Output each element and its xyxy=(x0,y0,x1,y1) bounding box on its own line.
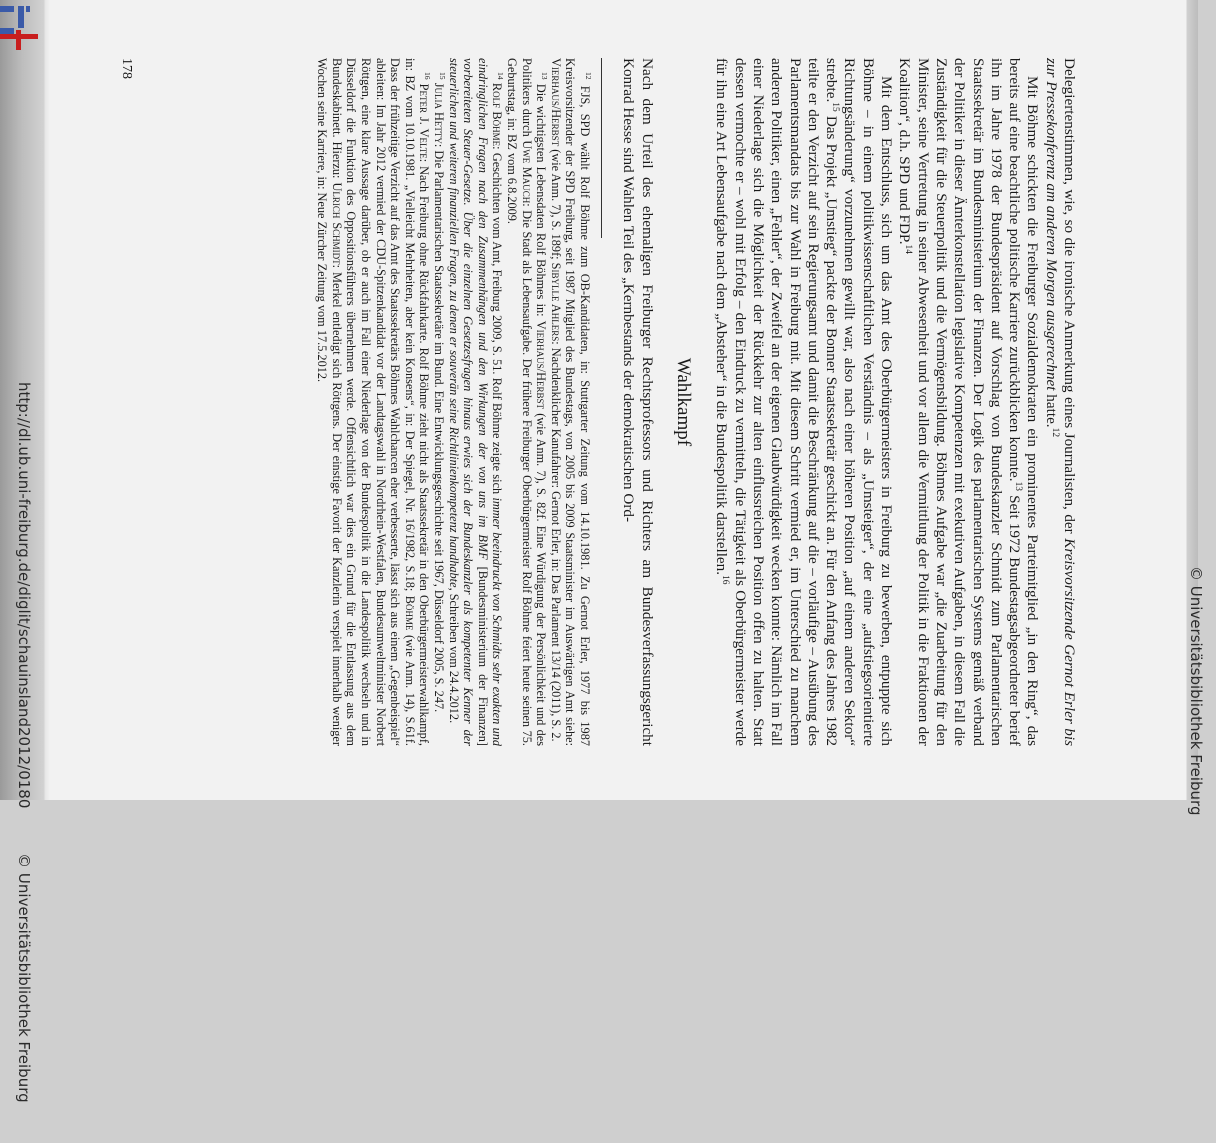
paragraph-3: Mit dem Entschluss, sich um das Amt des Oberbürgermeisters in Freiburg zu bewerben, entpuppte sich Böhme – in einem politikwissenschaftlichen Verständnis – als „Umsteiger“, der eine „aufstiegsorientierte Richtungsänderung“ vorzunehmen gewillt war, also nach einer höheren Position „auf einem anderen Sektor“ strebte.$^{15}$ Das Projekt „Umstieg“ packte der Bonner Staatssekretär geschickt an. Für den Anfang des Jahres 1982 teilte er den Verzicht auf sein Regierungsamt und damit die Beschränkung auf die – vorläufige – Ausübung des Parlamentsmandats bis zur Wahl in Freiburg mit. Mit diesem Schritt vermied er, im Unterschied zu manchem anderen Politiker, einen „Fehler“, der Zweifel an der eigenen Glaubwürdigkeit wecken konnte: Nämlich im Fall einer Niederlage sich die Möglichkeit der Rückkehr zur alten einflussreichen Position offen zu halten. Statt dessen vermochte er – wohl mit Erfolg – den Eindruck zu vermitteln, die Tätigkeit als Oberbürgermeister werde für ihn eine Art Lebensaufgabe nach dem „Absteher“ in die Bundespolitik darstellen.$^{16}$ xyxy=(713,58,896,746)
footnotes xyxy=(315,58,592,746)
copyright-notice: © Universitätsbibliothek Freiburg xyxy=(15,853,33,1103)
footnote-13: $^{13}$ Die wichtigsten Lebensdaten Rolf Böhmes in: Vierhaus/Herbst (wie Anm. 7), S. 82f. Eine Würdigung der Persönlichkeit und des Politikers durch Uwe Mauch: Die Stadt als Lebensaufgabe. Der frühere Freiburger Oberbürgermeister Rolf Böhme feiert heute seinen 75. Geburtstag, in: BZ vom 6.8.2009. xyxy=(505,58,550,746)
footnote-14: $^{14}$ Rolf Böhme: Geschichten vom Amt, Freiburg 2009, S. 51. Rolf Böhme zeigte sich immer beeindruckt von Schmidts sehr exakten und eindringlichen Fragen nach den Zusammenhängen und den Wirkungen der von uns im BMF [Bundesministerium der Finanzen] vorbereiteten Steuer-Gesetze. Über die einzelnen Gesetzesfragen hinaus erwies sich der Bundeskanzler als kompetenter Kenner der steuerlichen und weiteren finanziellen Fragen, zu denen er souverän seine Richtlinienkompetenz handhabte, Schreiben vom 24.4.2012. xyxy=(446,58,506,747)
section-heading: Wahlkampf xyxy=(673,357,695,447)
footnote-16: $^{16}$ Peter J. Velte: Nach Freiburg ohne Rückfahrkarte. Rolf Böhme zieht nicht als Staatssekretär in den Oberbürgermeisterwahlkampf, in: BZ vom 10.10.1981. „Vielleicht Mehrheiten, aber kein Konsens“, in: Der Spiegel, Nr. 16/1982, S.18; Böhme (wie Anm. 14), S.61f. Dass der frühzeitige Verzicht auf das Amt des Staatssekretärs Böhmes Wahlchancen eher verbesserte, lässt sich aus einem „Gegenbeispiel“ ableiten: Im Jahr 2012 vermied der CDU-Spitzenkandidat vor der Landtagswahl in Nordrhein-Westfalen, Bundesumweltminister Norbert Röttgen, eine klare Aussage darüber, ob er auch im Fall einer Niederlage von der Bundespolitik in die Landespolitik wechseln und in Düsseldorf die Funktion des Oppositionsführers übernehmen werde. Offensichtlich war dies ein Grund für die Entlassung aus dem Bundeskabinett. Hierzu: Ulrich Schmidt: Merkel entledigt sich Röttgens. Der einstige Favorit der Kanzlerin verspielt innerhalb weniger Wochen seine Karriere, in: Neue Zürcher Zeitung vom 17.5.2012. xyxy=(315,58,433,747)
side-credit-strip xyxy=(4,0,44,1103)
paragraph-1: Delegiertenstimmen, wie, so die ironische Anmerkung eines Journalisten, der Kreisvorsitzende Gernot Erler bis zur Pressekonferenz am anderen Morgen ausgerechnet hatte.$^{12}$ xyxy=(1042,58,1078,746)
right-edge-strip xyxy=(1186,0,1205,816)
right-edge-copyright: © Universitätsbibliothek Freiburg xyxy=(1187,566,1205,816)
paragraph-4: Nach dem Urteil des ehemaligen Freiburger Rechtsprofessors und Richters am Bundesverfassungsgericht Konrad Hesse sind Wahlen Teil des „Kernbestands der demokratischen Ord- xyxy=(620,58,656,746)
footnote-ref-16[interactable]: 16 xyxy=(720,575,731,585)
footnote-ref-13[interactable]: 13 xyxy=(1013,481,1024,491)
page-body xyxy=(619,58,1078,746)
footnote-ref-12[interactable]: 12 xyxy=(1049,427,1060,438)
footnote-divider xyxy=(601,58,602,238)
footnote-ref-14[interactable]: 14 xyxy=(903,244,914,254)
page-number: 178 xyxy=(119,58,134,79)
footnote-15: $^{15}$ Julia Hetty: Die Parlamentarischen Staatssekretäre im Bund. Eine Entwicklungsgeschichte seit 1967, Düsseldorf 2005, S. 247. xyxy=(432,72,448,713)
source-url[interactable]: http://dl.ub.uni-freiburg.de/diglit/schauinsland2012/0180 xyxy=(15,382,33,809)
paragraph-2: Mit Böhme schickten die Freiburger Sozialdemokraten ein prominentes Parteimitglied „in den Ring“, das bereits auf eine beachtliche politische Karriere zurückblicken konnte.$^{13}$ Seit 1972 Bundestagsabgeordneter berief ihn im Jahre 1978 der Bundespräsident auf Vorschlag von Bundeskanzler Schmidt zum Parlamentarischen Staatssekretär im Bundesministerium der Finanzen. Der Logik des parlamentarischen Systems gemäß verband der Politiker in dieser Ämterkonstellation legislative Kompetenzen mit exekutiven Aufgaben, in diesem Fall die Zuständigkeit für die Steuerpolitik und die Vermögensbildung. Böhmes Aufgabe war „die Zuarbeitung für den Minister, seine Vertretung in seiner Abwesenheit und vor allem die Vermittlung der Politik in die Fraktionen der Koalition“, d.h. SPD und FDP.$^{14}$ xyxy=(896,58,1042,746)
footnote-12: $^{12}$ FJS, SPD wählt Rolf Böhme zum OB-Kandidaten, in: Stuttgarter Zeitung vom 14.10.1981. Zu Gernot Erler, 1977 bis 1987 Kreisvorsitzender der SPD Freiburg, seit 1987 Mitglied des Bundestags, von 2005 bis 2009 Staatsminister im Auswärtigen Amt siehe: Vierhaus/Herbst (wie Anm. 7), S. 189f; Sibylle Ahlers: Nachdenklicher Kanufahrer: Gernot Erler, in: Das Parlament 13/14 (2011), S. 2. xyxy=(548,58,594,746)
footnote-ref-15[interactable]: 15 xyxy=(830,102,841,112)
scanned-page xyxy=(88,58,1078,746)
